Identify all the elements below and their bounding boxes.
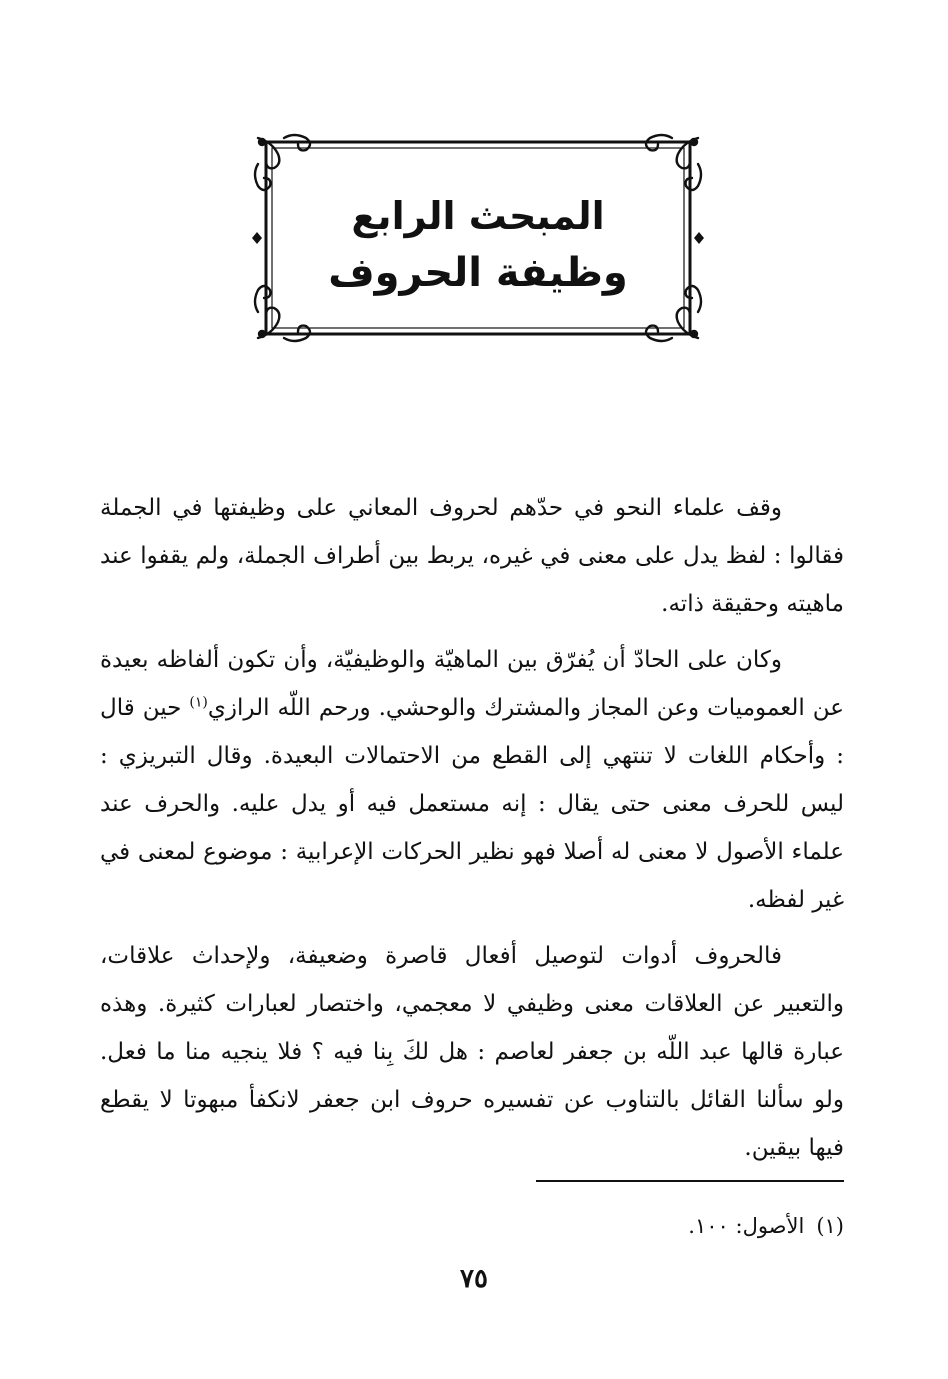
footnote-separator (536, 1180, 844, 1182)
paragraph-2-part1: وكان على الحادّ أن يُفرّق بين الماهيّة والوظيفيّة، وأن تكون ألفاظه بعيدة عن العموميات وعن المجاز والمشترك والوحشي. ورحم اللّه الرازي (100, 647, 844, 721)
body-text (100, 484, 844, 1180)
paragraph-1: وقف علماء النحو في حدّهم لحروف المعاني على وظيفتها في الجملة فقالوا : لفظ يدل على معنى في غيره، يربط بين أطراف الجملة، ولم يقفوا عند ماهيته وحقيقة ذاته. (100, 495, 844, 617)
footnote-reference[interactable]: (١) (189, 694, 208, 711)
footnote-number: (١) (816, 1214, 844, 1238)
paragraph-2 (100, 636, 844, 924)
chapter-title-frame (248, 128, 708, 348)
chapter-title (288, 188, 668, 302)
footnote-text: الأصول: ١٠٠. (688, 1214, 805, 1238)
paragraph-2-part2: حين قال : وأحكام اللغات لا تنتهي إلى القطع من الاحتمالات البعيدة. وقال التبريزي : ليس للحرف معنى حتى يقال : إنه مستعمل فيه أو يدل عليه. والحرف عند علماء الأصول لا معنى له أصلا فهو نظير الحركات الإعرابية : موضوع لمعنى في غير لفظه. (100, 695, 844, 913)
footnote (688, 1210, 844, 1242)
chapter-title-line1: المبحث الرابع (351, 194, 605, 238)
paragraph-3: فالحروف أدوات لتوصيل أفعال قاصرة وضعيفة، ولإحداث علاقات، والتعبير عن العلاقات معنى وظيفي لا معجمي، واختصار لعبارات كثيرة. وهذه عبارة قالها عبد اللّه بن جعفر لعاصم : هل لكَ بِنا فيه ؟ فلا ينجيه منا ما فعل. ولو سألنا القائل بالتناوب عن تفسيره حروف ابن جعفر لانكفأ مبهوتا لا يقطع فيها بيقين. (100, 943, 844, 1161)
page-number: ٧٥ (460, 1264, 488, 1294)
chapter-title-line2: وظيفة الحروف (328, 250, 628, 296)
